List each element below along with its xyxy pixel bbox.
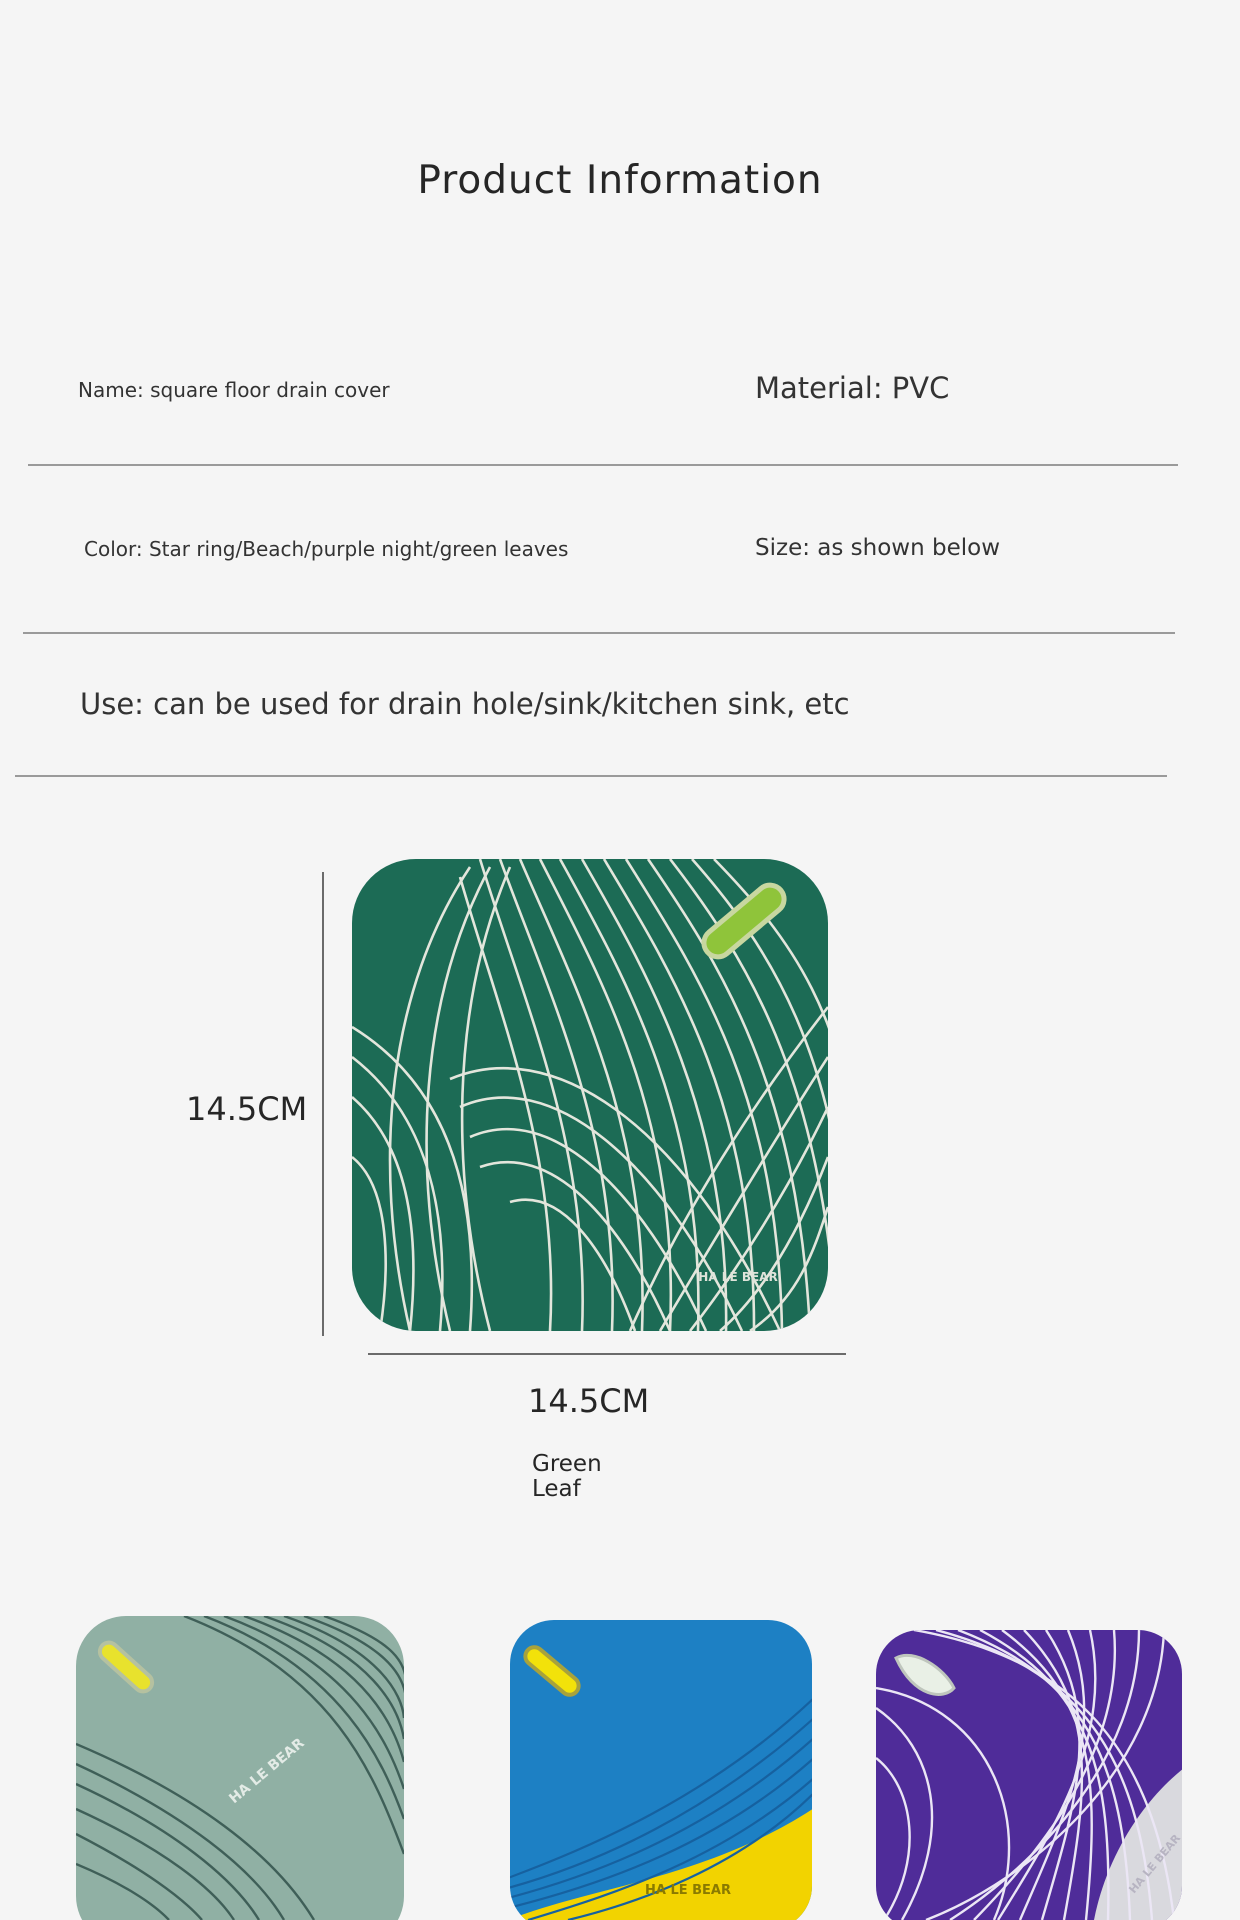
beach-drain-cover-image	[508, 1618, 814, 1920]
height-dimension-line	[322, 872, 324, 1336]
purple-night-drain-cover-image	[874, 1628, 1184, 1920]
brand-logo: HA LE BEAR	[1126, 1831, 1184, 1896]
brand-logo: HA LE BEAR	[644, 1883, 732, 1898]
featured-color-caption: Green Leaf	[532, 1451, 602, 1502]
star-ring-drain-cover-image	[74, 1614, 406, 1920]
spec-size: Size: as shown below	[755, 535, 1001, 561]
spec-name: Name: square floor drain cover	[78, 378, 390, 402]
divider	[28, 464, 1178, 466]
brand-logo: HA LE BEAR	[226, 1735, 308, 1808]
height-dimension-label: 14.5CM	[186, 1090, 308, 1128]
divider	[15, 775, 1167, 777]
page-title: Product Information	[417, 158, 823, 203]
divider	[23, 632, 1175, 634]
green-leaf-drain-cover-image	[350, 857, 830, 1333]
width-dimension-line	[368, 1353, 846, 1355]
spec-material: Material: PVC	[755, 371, 950, 405]
spec-color: Color: Star ring/Beach/purple night/green leaves	[84, 537, 569, 561]
brand-logo: HA LE BEAR	[698, 1270, 778, 1284]
width-dimension-label: 14.5CM	[528, 1382, 650, 1420]
spec-use: Use: can be used for drain hole/sink/kitchen sink, etc	[80, 687, 850, 721]
